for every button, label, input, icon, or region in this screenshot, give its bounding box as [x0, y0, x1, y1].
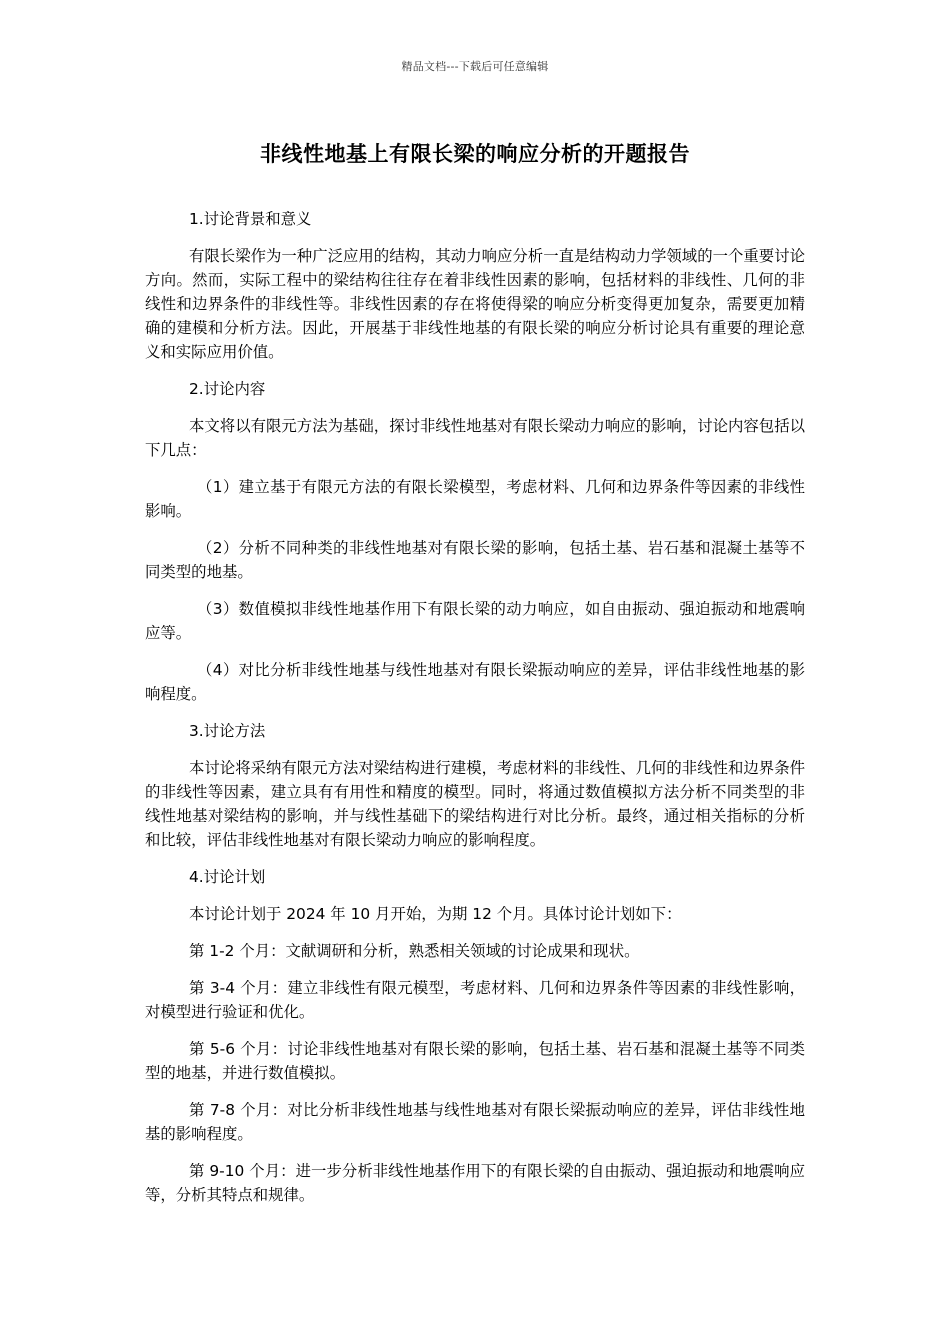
section-heading-background: 1.讨论背景和意义	[189, 210, 312, 228]
plan-item-months-3-4: 第 3-4 个月：建立非线性有限元模型，考虑材料、几何和边界条件等因素的非线性影响，对模型进行验证和优化。	[145, 979, 805, 1021]
section-heading-plan: 4.讨论计划	[189, 868, 266, 886]
plan-item-months-5-6: 第 5-6 个月：讨论非线性地基对有限长梁的影响，包括土基、岩石基和混凝土基等不同类型的地基，并进行数值模拟。	[145, 1040, 805, 1082]
section-heading-method: 3.讨论方法	[189, 722, 266, 740]
section-heading-content: 2.讨论内容	[189, 380, 266, 398]
list-item-content-3: （3）数值模拟非线性地基作用下有限长梁的动力响应，如自由振动、强迫振动和地震响应等。	[145, 600, 805, 642]
plan-item-months-9-10: 第 9-10 个月：进一步分析非线性地基作用下的有限长梁的自由振动、强迫振动和地震响应等，分析其特点和规律。	[145, 1162, 805, 1204]
paragraph-method: 本讨论将采纳有限元方法对梁结构进行建模，考虑材料的非线性、几何的非线性和边界条件的非线性等因素，建立具有有用性和精度的模型。同时，将通过数值模拟方法分析不同类型的非线性地基对梁结构的影响，并与线性基础下的梁结构进行对比分析。最终，通过相关指标的分析和比较，评估非线性地基对有限长梁动力响应的影响程度。	[145, 759, 805, 849]
list-item-content-4: （4）对比分析非线性地基与线性地基对有限长梁振动响应的差异，评估非线性地基的影响程度。	[145, 661, 805, 703]
paragraph-background: 有限长梁作为一种广泛应用的结构，其动力响应分析一直是结构动力学领域的一个重要讨论方向。然而，实际工程中的梁结构往往存在着非线性因素的影响，包括材料的非线性、几何的非线性和边界条件的非线性等。非线性因素的存在将使得梁的响应分析变得更加复杂，需要更加精确的建模和分析方法。因此，开展基于非线性地基的有限长梁的响应分析讨论具有重要的理论意义和实际应用价值。	[145, 247, 805, 361]
header-note: 精品文档---下载后可任意编辑	[401, 60, 549, 73]
document-body	[145, 207, 805, 1220]
plan-item-months-7-8: 第 7-8 个月：对比分析非线性地基与线性地基对有限长梁振动响应的差异，评估非线性地基的影响程度。	[145, 1101, 805, 1143]
list-item-content-1: （1）建立基于有限元方法的有限长梁模型，考虑材料、几何和边界条件等因素的非线性影响。	[145, 478, 805, 520]
plan-item-months-1-2: 第 1-2 个月：文献调研和分析，熟悉相关领域的讨论成果和现状。	[189, 942, 640, 960]
list-item-content-2: （2）分析不同种类的非线性地基对有限长梁的影响，包括土基、岩石基和混凝土基等不同类型的地基。	[145, 539, 805, 581]
paragraph-content-intro: 本文将以有限元方法为基础，探讨非线性地基对有限长梁动力响应的影响，讨论内容包括以下几点：	[145, 417, 805, 459]
paragraph-plan-intro: 本讨论计划于 2024 年 10 月开始，为期 12 个月。具体讨论计划如下：	[189, 905, 682, 923]
document-title: 非线性地基上有限长梁的响应分析的开题报告	[260, 142, 690, 166]
